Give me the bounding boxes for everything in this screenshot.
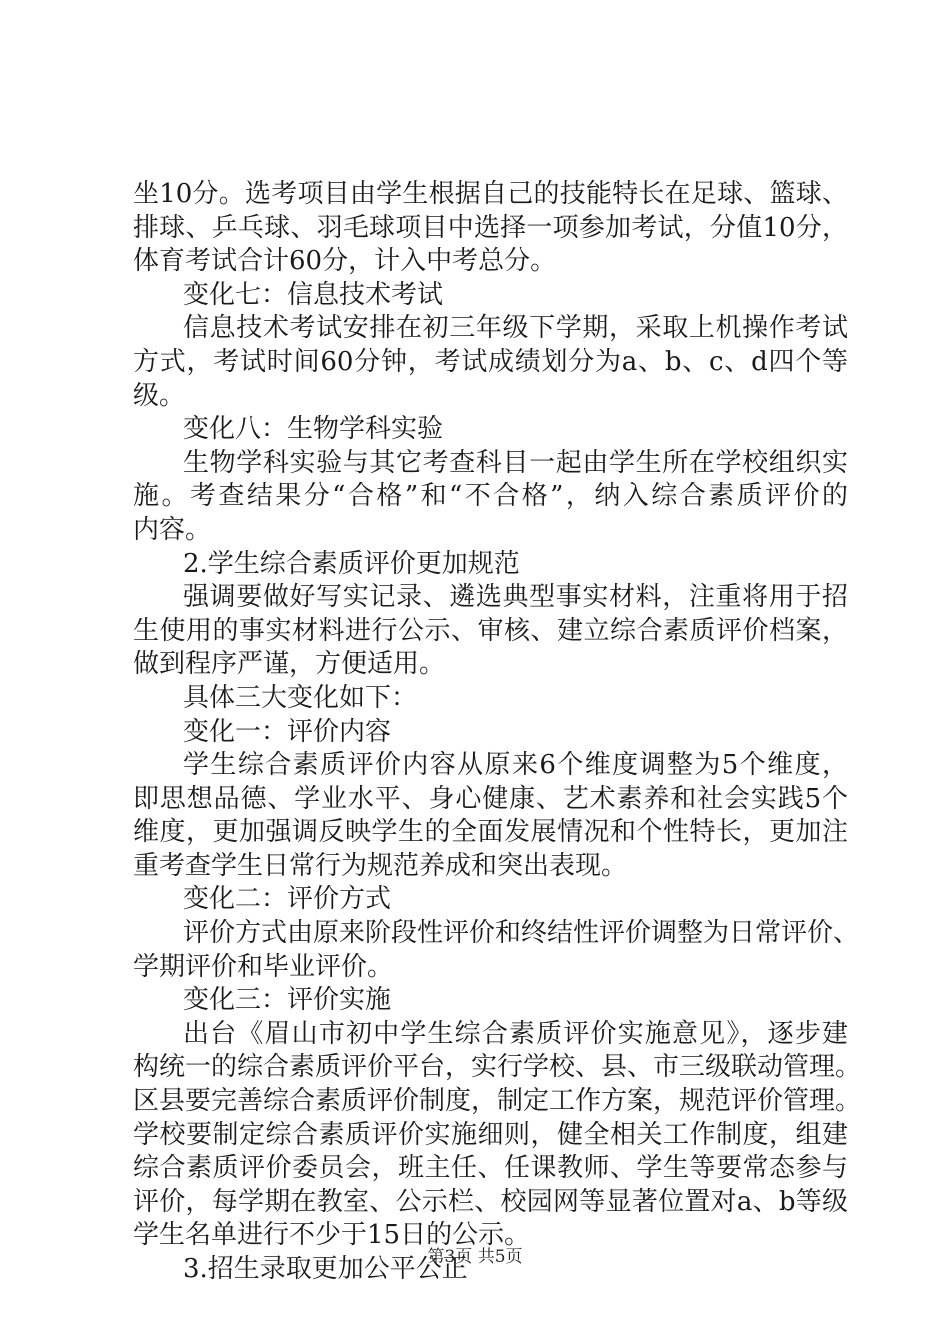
text-line: 出台《眉山市初中学生综合素质评价实施意见》，逐步建 [183,1018,848,1049]
text-line: 3.招生录取更加公平公正 [183,1254,468,1284]
text-line: 变化三：评价实施 [183,985,392,1016]
text-line: 变化一：评价内容 [183,716,392,747]
text-line: 生使用的事实材料进行公示、审核、建立综合素质评价档案， [133,615,848,646]
text-line: 排球、乒乓球、羽毛球项目中选择一项参加考试，分值10分， [133,212,848,243]
text-line: 具体三大变化如下： [183,682,418,713]
text-line: 区县要完善综合素质评价制度，制定工作方案，规范评价管理。 [133,1086,862,1117]
text-line: 综合素质评价委员会，班主任、任课教师、学生等要常态参与 [133,1153,848,1184]
text-line: 变化八：生物学科实验 [183,414,444,445]
text-line: 学生名单进行不少于15日的公示。 [133,1220,531,1251]
text-line: 变化七：信息技术考试 [183,279,444,310]
text-line: 评价，每学期在教室、公示栏、校园网等显著位置对a、b等级 [133,1186,848,1217]
text-line: 构统一的综合素质评价平台，实行学校、县、市三级联动管理。 [133,1052,862,1083]
text-line: 方式，考试时间60分钟，考试成绩划分为a、b、c、d四个等 [133,346,848,377]
text-line: 维度，更加强调反映学生的全面发展情况和个性特长，更加注 [133,817,848,848]
text-line: 生物学科实验与其它考查科目一起由学生所在学校组织实 [183,447,848,478]
text-line: 坐10分。选考项目由学生根据自己的技能特长在足球、篮球、 [133,179,848,209]
text-line: 体育考试合计60分，计入中考总分。 [133,246,557,277]
text-line: 即思想品德、学业水平、身心健康、艺术素养和社会实践5个 [133,783,848,814]
page-footer: 第3页 共5页 [427,1247,523,1267]
text-line: 做到程序严谨，方便适用。 [133,649,446,680]
text-line: 内容。 [133,514,212,545]
text-line: 施。考查结果分“合格”和“不合格”，纳入综合素质评价的 [133,481,848,512]
text-line: 学期评价和毕业评价。 [133,951,394,982]
text-line: 重考查学生日常行为规范养成和突出表现。 [133,850,628,881]
text-line: 评价方式由原来阶段性评价和终结性评价调整为日常评价、 [183,918,860,949]
text-line: 学生综合素质评价内容从原来6个维度调整为5个维度， [183,750,848,781]
text-line: 变化二：评价方式 [183,884,392,915]
text-line: 信息技术考试安排在初三年级下学期，采取上机操作考试 [183,313,848,344]
text-line: 学校要制定综合素质评价实施细则，健全相关工作制度，组建 [133,1119,848,1150]
document-body [133,178,862,1287]
text-line: 强调要做好写实记录、遴选典型事实材料，注重将用于招 [183,582,848,613]
text-line: 2.学生综合素质评价更加规范 [183,548,520,579]
text-line: 级。 [133,380,186,411]
